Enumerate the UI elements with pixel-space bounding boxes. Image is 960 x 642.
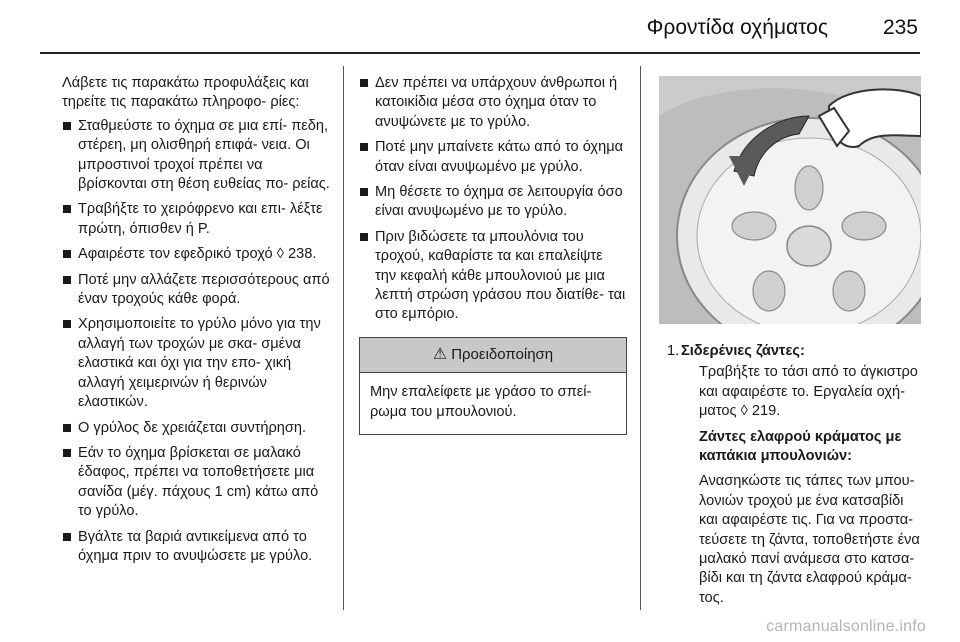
sub-title: Ζάντες ελαφρού κράματος με καπάκια μπουλονιών: xyxy=(699,428,902,465)
wheel-illustration-svg xyxy=(659,76,921,324)
column-divider-2 xyxy=(640,66,641,610)
warning-title: Προειδοποίηση xyxy=(451,345,554,363)
sub-text: Ανασηκώστε τις τάπες των μπου‐ λονιών τροχού με ένα κατσαβίδι και αφαιρέστε τις. Για να προστα‐ τεύσετε τη ζάντα, τοποθετήστε ένα μαλακό πανί ανάμεσα στο κατσα‐ βίδι και τη ζάντα ελαφρού κράμα‐ τος. xyxy=(699,473,920,606)
list-item: Πριν βιδώσετε τα μπουλόνια του τροχού, καθαρίστε τα και επαλείψτε την κεφαλή κάθε μπουλονιού με μια λεπτή στρώση γράσου που διατίθε‐ ται στο εμπόριο. xyxy=(359,228,627,325)
column-3 xyxy=(657,74,923,614)
list-item: Ο γρύλος δε χρειάζεται συντήρηση. xyxy=(62,419,334,438)
item-text: Τραβήξτε το τάσι από το άγκιστρο και αφαιρέστε το. Εργαλεία οχή‐ ματος ◊ 219. xyxy=(699,364,918,420)
list-item: Αφαιρέστε τον εφεδρικό τροχό ◊ 238. xyxy=(62,245,334,264)
list-item: Τραβήξτε το χειρόφρενο και επι‐ λέξτε πρώτη, όπισθεν ή P. xyxy=(62,200,334,239)
list-item: Ποτέ μην αλλάζετε περισσότερους από έναν τροχούς κάθε φορά. xyxy=(62,271,334,310)
column-1 xyxy=(62,74,334,572)
page-title: Φροντίδα οχήματος xyxy=(646,16,828,39)
intro-text: Λάβετε τις παρακάτω προφυλάξεις και τηρείτε τις παρακάτω πληροφο‐ ρίες: xyxy=(62,75,309,111)
precaution-list xyxy=(62,117,334,567)
list-item: Μη θέσετε το όχημα σε λειτουργία όσο είναι ανυψωμένο με το γρύλο. xyxy=(359,183,627,222)
safety-list xyxy=(359,74,627,325)
item-number: 1. xyxy=(667,343,680,359)
item-title: Σιδερένιες ζάντες: xyxy=(681,343,805,359)
list-item: Βγάλτε τα βαριά αντικείμενα από το όχημα πριν το ανυψώσετε με γρύλο. xyxy=(62,528,334,567)
wheel-cover-illustration xyxy=(659,76,921,324)
watermark: carmanualsonline.info xyxy=(766,618,926,635)
list-item: Χρησιμοποιείτε το γρύλο μόνο για την αλλαγή των τροχών με σκα‐ σμένα ελαστικά και όχι για την επο‐ χική αλλαγή χειμερινών ή θερινών ελαστικών. xyxy=(62,315,334,412)
column-2 xyxy=(359,74,627,435)
warning-icon: ⚠ xyxy=(432,345,448,363)
numbered-item xyxy=(657,342,923,608)
list-item: Εάν το όχημα βρίσκεται σε μαλακό έδαφος, πρέπει να τοποθετήσετε μια σανίδα (μέγ. πάχους 1 cm) κάτω από το γρύλο. xyxy=(62,444,334,522)
warning-header xyxy=(360,338,626,373)
list-item: Δεν πρέπει να υπάρχουν άνθρωποι ή κατοικίδια μέσα στο όχημα όταν το ανυψώνετε με το γρύλο. xyxy=(359,74,627,132)
list-item: Ποτέ μην μπαίνετε κάτω από το όχημα όταν είναι ανυψωμένο με γρύλο. xyxy=(359,138,627,177)
warning-box xyxy=(359,337,627,435)
item-body xyxy=(681,363,923,608)
list-item: Σταθμεύστε το όχημα σε μια επί‐ πεδη, στέρεη, μη ολισθηρή επιφά‐ νεια. Οι μπροστινοί τροχοί πρέπει να βρίσκονται στη θέση ευθείας πο‐ ρείας. xyxy=(62,117,334,195)
page-number: 235 xyxy=(882,16,918,39)
column-divider-1 xyxy=(343,66,344,610)
warning-text: Μην επαλείφετε με γράσο το σπεί‐ ρωμα του μπουλονιού. xyxy=(370,384,592,420)
page-header xyxy=(40,0,920,54)
